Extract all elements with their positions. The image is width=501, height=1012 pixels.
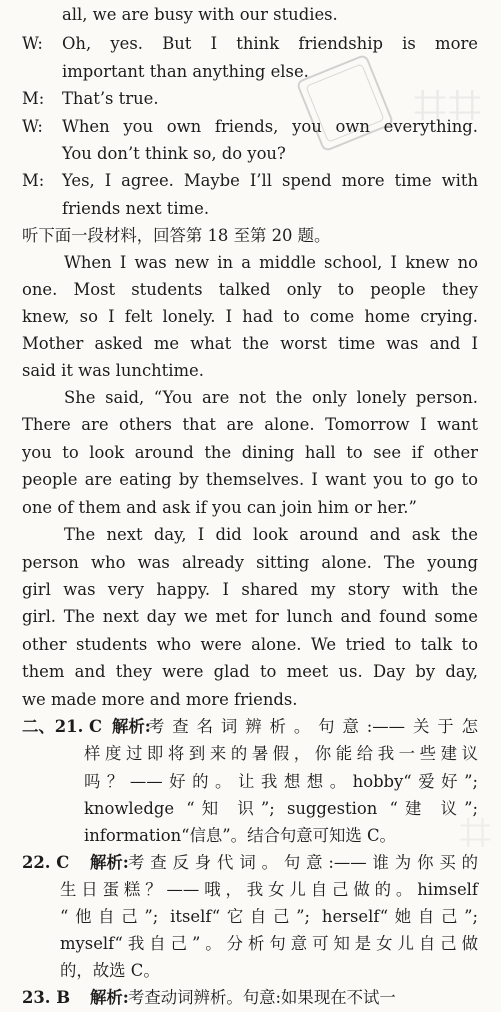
passage-line: people are eating by themselves. I want you to go to [22,470,478,489]
answer-line: 吗？——好的。让我想想。hobby“爱好”; [84,772,478,791]
dialogue-line: When you own friends, you own everything. [62,117,478,136]
answer-label: 解析: [90,853,129,872]
passage-line: Mother asked me what the worst time was and I [22,334,478,353]
dialogue-line: Oh, yes. But I think friendship is more [62,34,478,53]
dialogue-line: all, we are busy with our studies. [62,5,338,24]
passage-line: The next day, I did look around and ask the [64,525,478,544]
passage-line: we made more and more friends. [22,690,298,709]
answer-line: myself“我自己”。分析句意可知是女儿自己做 [60,934,478,953]
answer-line: “他自己”; itself“它自己”; herself“她自己”; [60,907,478,926]
passage-line: said it was lunchtime. [22,361,204,380]
speaker-label: M: [22,89,45,108]
passage-line: girl was very happy. I shared my story with the [22,580,478,599]
passage-line: you to look around the dining hall to see if other [22,443,478,462]
speaker-label: M: [22,171,45,190]
watermark-glyph: ⌗⌗ [413,70,483,138]
dialogue-line: You don’t think so, do you? [62,144,286,163]
dialogue-line: That’s true. [62,89,159,108]
passage-line: She said, “You are not the only lonely person. [64,388,478,407]
passage-line: knew, so I felt lonely. I had to come home crying. [22,307,478,326]
answer-line: 考查反身代词。句意:——谁为你买的 [128,853,478,872]
answer-number: 23. B [22,988,71,1007]
passage-line: one of them and ask if you can join him or her.” [22,498,417,517]
answer-number: 22. C [22,853,70,872]
answer-line: 的，故选 C。 [60,961,160,980]
speaker-label: W: [22,117,43,136]
answer-number: 二、21. C [22,717,103,736]
answer-line: 生日蛋糕？——哦，我女儿自己做的。himself [60,880,478,899]
answer-label: 解析: [112,717,151,736]
watermark-glyph-lower: ⌗ [459,800,491,865]
dialogue-line: Yes, I agree. Maybe I’ll spend more time with [62,171,478,190]
passage-line: girl. The next day we met for lunch and found some [22,607,478,626]
passage-line: There are others that are alone. Tomorrow I want [22,415,478,434]
passage-line: When I was new in a middle school, I knew no [64,253,478,272]
answer-line: 考查动词辨析。句意:如果现在不试一 [128,988,396,1007]
dialogue-line: friends next time. [62,199,210,218]
answer-line: 样度过即将到来的暑假，你能给我一些建议 [84,744,478,763]
speaker-label: W: [22,34,43,53]
answer-line: 考查名词辨析。句意:——关于怎 [148,717,478,736]
dialogue-line: important than anything else. [62,62,309,81]
passage-line: other students who were alone. We tried to talk to [22,635,478,654]
section-header: 听下面一段材料，回答第 18 至第 20 题。 [22,226,331,245]
passage-line: person who was already sitting alone. The young [22,553,478,572]
answer-label: 解析: [90,988,129,1007]
answer-line: knowledge “知 识”; suggestion “建 议”; [84,799,478,818]
passage-line: them and they were glad to meet us. Day by day, [22,662,478,681]
answer-line: information“信息”。结合句意可知选 C。 [84,826,396,845]
passage-line: one. Most students talked only to people they [22,280,478,299]
